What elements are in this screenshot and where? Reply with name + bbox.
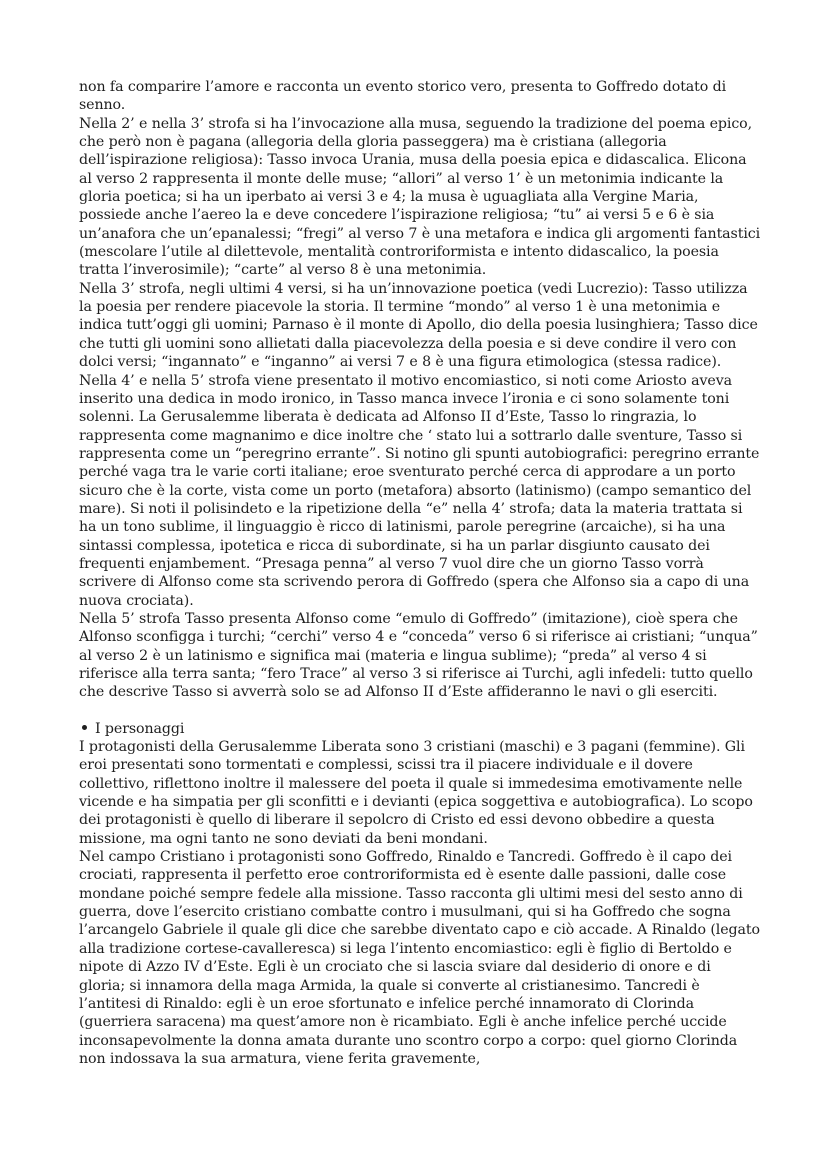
paragraph-strofa-3: Nella 3’ strofa, negli ultimi 4 versi, si ha un’innovazione poetica (vedi Lucrezio): Tasso utilizza la poesia per rendere piacevole la storia. Il termine “mondo” al verso 1 è una metonimia e indica tutt’oggi gli uomini; Parnaso è il monte di Apollo, dio della poesia lusinghiera; Tasso dice che tutti gli uomini sono allietati dalla piacevolezza della poesia e si deve condire il vero con dolci versi; “ingannato” e “inganno” ai versi 7 e 8 è una figura etimologica (stessa radice). <box>79 280 758 371</box>
section-heading <box>79 720 761 738</box>
paragraph-campo-cristiano: Nel campo Cristiano i protagonisti sono Goffredo, Rinaldo e Tancredi. Goffredo è il capo dei crociati, rappresenta il perfetto eroe controriformista ed è esente dalle passioni, dalle cose mondane poiché sempre fedele alla missione. Tasso racconta gli ultimi mesi del sesto anno di guerra, dove l’esercito cristiano combatte contro i musulmani, qui si ha Goffredo che sogna l’arcangelo Gabriele il quale gli dice che sarebbe diventato capo e ciò accade. A Rinaldo (legato alla tradizione cortese-cavalleresca) si lega l’intento encomiastico: egli è figlio di Bertoldo e nipote di Azzo IV d’Este. Egli è un crociato che si lascia sviare dal desiderio di onore e di gloria; si innamora della maga Armida, la quale si converte al cristianesimo. Tancredi è l’antitesi di Rinaldo: egli è un eroe sfortunato e infelice perché innamorato di Clorinda (guerriera saracena) ma quest’amore non è ricambiato. Egli è anche infelice perché uccide inconsapevolmente la donna amata durante uno scontro corpo a corpo: quel giorno Clorinda non indossava la sua armatura, viene ferita gravemente, <box>79 849 760 1067</box>
section-heading-text: I personaggi <box>95 720 185 737</box>
paragraph-strofa-4-5: Nella 4’ e nella 5’ strofa viene presentato il motivo encomiastico, si noti come Ariosto aveva inserito una dedica in modo ironico, in Tasso manca invece l’ironia e ci sono solamente toni solenni. La Gerusalemme liberata è dedicata ad Alfonso II d’Este, Tasso lo ringrazia, lo rappresenta come magnanimo e dice inoltre che ‘ stato lui a sottrarlo dalle sventure, Tasso si rappresenta come un “peregrino errante”. Si notino gli spunti autobiografici: peregrino errante perché vaga tra le varie corti italiane; eroe sventurato perché cerca di approdare a un porto sicuro che è la corte, vista come un porto (metafora) absorto (latinismo) (campo semantico del mare). Si noti il polisindeto e la ripetizione della “e” nella 4’ strofa; data la materia trattata si ha un tono sublime, il linguaggio è ricco di latinismi, parole peregrine (arcaiche), si ha una sintassi complessa, ipotetica e ricca di subordinate, si ha un parlar disgiunto causato dei frequenti enjambement. “Presaga penna” al verso 7 vuol dire che un giorno Tasso vorrà scrivere di Alfonso come sta scrivendo perora di Goffredo (spera che Alfonso sia a capo di una nuova crociata). <box>79 372 760 609</box>
bullet-icon <box>82 725 87 730</box>
paragraph-strofa-2-3: Nella 2’ e nella 3’ strofa si ha l’invocazione alla musa, seguendo la tradizione del poema epico, che però non è pagana (allegoria della gloria passeggera) ma è cristiana (allegoria dell’ispirazione religiosa): Tasso invoca Urania, musa della poesia epica e didascalica. Elicona al verso 2 rappresenta il monte delle muse; “allori” al verso 1’ è un metonimia indicante la gloria poetica; si ha un iperbato ai versi 3 e 4; la musa è uguagliata alla Vergine Maria, possiede anche l’aereo la e deve concedere l’ispirazione religiosa; “tu” ai versi 5 e 6 è sia un’anafora che un’epanalessi; “fregi” al verso 7 è una metafora e indica gli argomenti fantastici (mescolare l’utile al dilettevole, mentalità controriformista e intento didascalico, la poesia tratta l’inverosimile); “carte” al verso 8 è una metonimia. <box>79 115 761 279</box>
paragraph-strofa-5: Nella 5’ strofa Tasso presenta Alfonso come “emulo di Goffredo” (imitazione), cioè spera che Alfonso sconfigga i turchi; “cerchi” verso 4 e “conceda” verso 6 si riferisce ai cristiani; “unqua” al verso 2 è un latinismo e significa mai (materia e lingua sublime); “preda” al verso 4 si riferisce alla terra santa; “fero Trace” al verso 3 si riferisce ai Turchi, agli infedeli: tutto quello che descrive Tasso si avverrà solo se ad Alfonso II d’Este affideranno le navi o gli eserciti. <box>79 610 758 701</box>
paragraph-spacer <box>79 702 761 720</box>
paragraph-protagonisti: I protagonisti della Gerusalemme Liberata sono 3 cristiani (maschi) e 3 pagani (femmine). Gli eroi presentati sono tormentati e complessi, scissi tra il piacere individuale e il dovere collettivo, riflettono inoltre il malessere del poeta il quale si immedesima emotivamente nelle vicende e ha simpatia per gli sconfitti e i devianti (epica soggettiva e autobiografica). Lo scopo dei protagonisti è quello di liberare il sepolcro di Cristo ed essi devono obbedire a questa missione, ma ogni tanto ne sono deviati da beni mondani. <box>79 739 753 847</box>
document-page <box>79 78 761 1068</box>
paragraph-intro: non fa comparire l’amore e racconta un evento storico vero, presenta to Goffredo dotato di senno. <box>79 79 727 114</box>
